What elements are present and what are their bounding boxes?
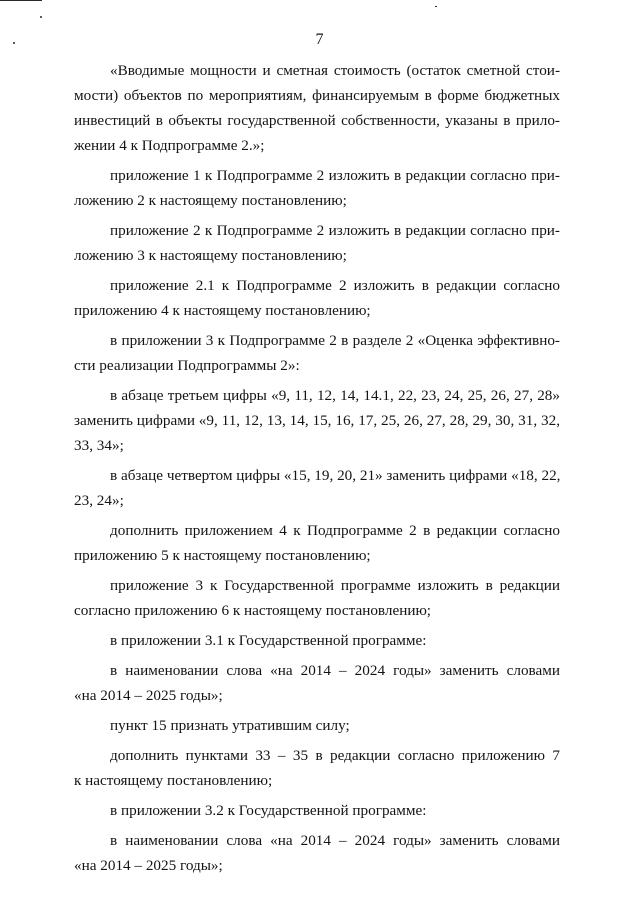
paragraph (74, 518, 560, 568)
paragraph (74, 658, 560, 708)
paragraph-line: жении 4 к Подпрограмме 2.»; (74, 137, 265, 154)
paragraph-line: в абзаце четвертом цифры «15, 19, 20, 21» заменить цифрами «18, 22, (110, 467, 561, 484)
page-number: 7 (315, 31, 324, 48)
paragraph-line: к настоящему постановлению; (74, 772, 273, 789)
paragraph (74, 828, 560, 878)
paragraph-line: приложению 4 к настоящему постановлению; (74, 302, 371, 319)
paragraph (74, 383, 560, 458)
paragraph-line: в наименовании слова «на 2014 – 2024 годы» заменить словами (110, 832, 560, 849)
paragraph-line: приложение 2 к Подпрограмме 2 изложить в редакции согласно при- (110, 222, 560, 239)
paragraph (74, 163, 560, 213)
paragraph-line: сти реализации Подпрограммы 2»: (74, 357, 300, 374)
paragraph (74, 463, 560, 513)
paragraph-line: в абзаце третьем цифры «9, 11, 12, 14, 14.1, 22, 23, 24, 25, 26, 27, 28» (110, 387, 560, 404)
paragraph-line: пункт 15 признать утратившим силу; (110, 717, 350, 734)
paragraph (74, 743, 560, 793)
paragraph (74, 328, 560, 378)
paragraph-line: 23, 24»; (74, 492, 124, 509)
paragraph-line: приложение 2.1 к Подпрограмме 2 изложить в редакции согласно (110, 277, 560, 294)
paragraph-line: ложению 2 к настоящему постановлению; (74, 192, 347, 209)
paragraph (74, 58, 560, 158)
scan-artifact-line (0, 0, 42, 1)
paragraph-line: приложение 3 к Государственной программе изложить в редакции (110, 577, 560, 594)
paragraph-line: в приложении 3.1 к Государственной программе: (110, 632, 427, 649)
paragraph-line: мости) объектов по мероприятиям, финансируемым в форме бюджетных (74, 87, 560, 104)
paragraph (74, 218, 560, 268)
paragraph-line: «на 2014 – 2025 годы»; (74, 687, 223, 704)
scan-artifact-dot (40, 16, 42, 18)
paragraph-line: ложению 3 к настоящему постановлению; (74, 247, 347, 264)
paragraph-line: в приложении 3.2 к Государственной программе: (110, 802, 427, 819)
paragraph-line: «на 2014 – 2025 годы»; (74, 857, 223, 874)
paragraph (74, 713, 560, 738)
paragraph (74, 628, 560, 653)
paragraph-line: «Вводимые мощности и сметная стоимость (остаток сметной стои- (110, 62, 560, 79)
paragraph-line: приложению 5 к настоящему постановлению; (74, 547, 371, 564)
paragraph-line: заменить цифрами «9, 11, 12, 13, 14, 15, 16, 17, 25, 26, 27, 28, 29, 30, 31, 32, (74, 412, 560, 429)
paragraph (74, 798, 560, 823)
paragraph (74, 273, 560, 323)
paragraph-line: дополнить пунктами 33 – 35 в редакции согласно приложению 7 (110, 747, 560, 764)
paragraph-line: в приложении 3 к Подпрограмме 2 в разделе 2 «Оценка эффективно- (110, 332, 560, 349)
paragraph-line: согласно приложению 6 к настоящему постановлению; (74, 602, 432, 619)
paragraph-line: в наименовании слова «на 2014 – 2024 годы» заменить словами (110, 662, 560, 679)
scan-artifact-dot (435, 6, 437, 7)
paragraph (74, 573, 560, 623)
paragraph-line: 33, 34»; (74, 437, 124, 454)
document-body (74, 58, 560, 883)
paragraph-line: инвестиций в объекты государственной собственности, указаны в прило- (74, 112, 560, 129)
paragraph-line: приложение 1 к Подпрограмме 2 изложить в редакции согласно при- (110, 167, 560, 184)
paragraph-line: дополнить приложением 4 к Подпрограмме 2 в редакции согласно (110, 522, 560, 539)
